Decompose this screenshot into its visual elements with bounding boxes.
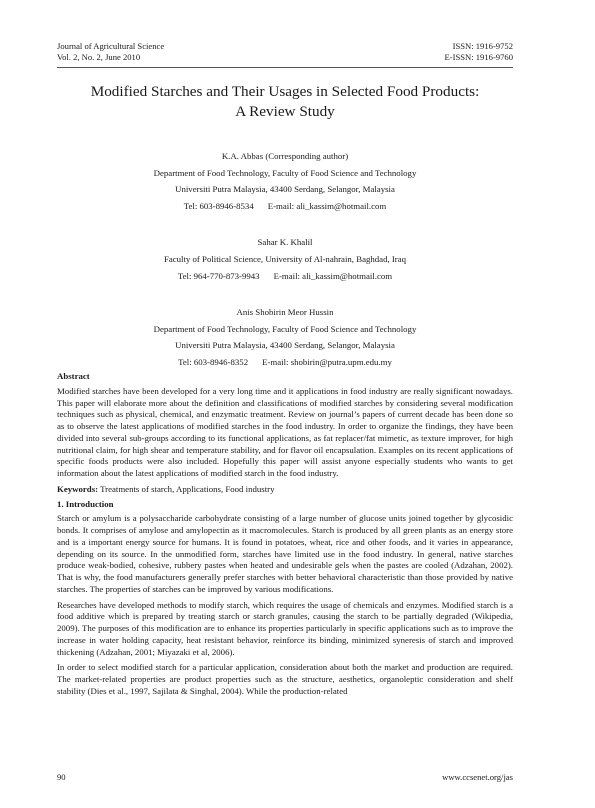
author-email[interactable]: E-mail: shobirin@putra.upm.edu.my (262, 356, 392, 367)
author-block (57, 148, 513, 371)
author-name: K.A. Abbas (Corresponding author) (221, 151, 349, 161)
section-heading-introduction: 1. Introduction (57, 498, 114, 509)
author-address: Universiti Putra Malaysia, 43400 Serdang, Selangor, Malaysia (175, 340, 395, 351)
author-name: Anis Shobirin Meor Hussin (236, 307, 334, 318)
header-rule (57, 67, 513, 68)
author-contact (57, 268, 513, 285)
running-header-left (57, 41, 164, 63)
running-header-right (444, 41, 513, 63)
author-contact (57, 198, 513, 215)
page-number: 90 (57, 772, 66, 782)
author-email[interactable]: E-mail: ali_kassim@hotmail.com (273, 270, 393, 281)
issn: ISSN: 1916-9752 (452, 41, 513, 51)
keywords (57, 484, 513, 496)
intro-paragraph-2: Researches have developed methods to modify starch, which requires the usage of chemicals and enzymes. Modified starch is a food additive which is prepared by treating starch or starch granules, causing the starch to be partially degraded (Wikipedia, 2009). The purposes of this modification are to enhance its properties particularly in specific applications such as to improve the increase in water holding capacity, heat resistant behavior, reinforce its binding, minimized syneresis of starch and improved thickening (Adzahan, 2001; Miyazaki et al, 2006). (57, 599, 513, 657)
paper-title-line-2: A Review Study (235, 103, 335, 120)
keywords-label: Keywords: (57, 483, 99, 494)
author-affiliation: Faculty of Political Science, University of Al-nahrain, Baghdad, Iraq (163, 253, 407, 264)
author-address: Universiti Putra Malaysia, 43400 Serdang, Selangor, Malaysia (175, 184, 395, 195)
author-name: Sahar K. Khalil (257, 237, 313, 248)
journal-name: Journal of Agricultural Science (57, 41, 165, 51)
paper-title-line-1: Modified Starches and Their Usages in Selected Food Products: (90, 83, 480, 100)
keywords-text: Treatments of starch, Applications, Food industry (98, 483, 275, 494)
journal-url[interactable]: www.ccsenet.org/jas (442, 772, 513, 782)
journal-volume: Vol. 2, No. 2, June 2010 (57, 52, 141, 62)
eissn: E-ISSN: 1916-9760 (444, 52, 513, 62)
author-affiliation: Department of Food Technology, Faculty of Food Science and Technology (153, 323, 417, 334)
author-tel: Tel: 603-8946-8352 (178, 356, 249, 367)
intro-paragraph-1: Starch or amylum is a polysaccharide carbohydrate consisting of a large number of glucose units joined together by glycosidic bonds. It comprises of amylose and amylopectin as it macromolecules. Starch is produced by all green plants as an energy store and is a important energy source for humans. It is found in potatoes, wheat, rice and other foods, and it varies in appearance, depending on its source. In the unmodified form, starches have limited use in the food industry. In general, native starches produce weak-bodied, cohesive, rubbery pastes when heated and undesirable gels when the pastes are cooled (Adzahan, 2002). That is why, the food manufacturers generally prefer starches with better behavioral characteristic than those provided by native starches. The properties of starches can be improved by various modifications. (57, 513, 513, 594)
author-tel: Tel: 964-770-873-9943 (177, 270, 260, 281)
paper-title (57, 82, 513, 122)
author-tel: Tel: 603-8946-8534 (183, 200, 254, 211)
author-contact (57, 354, 513, 371)
paper-body (57, 371, 513, 702)
abstract-heading: Abstract (57, 371, 90, 381)
author-email[interactable]: E-mail: ali_kassim@hotmail.com (267, 200, 387, 211)
abstract-text: Modified starches have been developed for a very long time and it applications in food industry are really significant nowadays. This paper will elaborate more about the definition and classifications of modified starches by considering several modification techniques such as physical, chemical, and enzymatic treatment. Review on journal’s papers of current decade has been done so as to observe the latest applications of modified starches in the food industry. In order to organize the findings, they have been divided into several sub-groups according to its functional applications, as fat replacer/fat mimetic, as texture improver, for high nutritional claim, for high shear and temperature stability, and for flavor oil encapsulation. Examples on its recent applications of specific foods products were also included. Hopefully this paper will assist anyone especially students who wants to get information about the latest applications of modified starch in the food industry. (57, 385, 513, 478)
author-affiliation: Department of Food Technology, Faculty of Food Science and Technology (153, 167, 417, 178)
intro-paragraph-3: In order to select modified starch for a particular application, consideration about both the market and production are required. The market-related properties are product properties such as the structure, aesthetics, organoleptic consideration and shelf stability (Dies et al., 1997, Sajilata & Singhal, 2004). While the production-related (57, 662, 513, 696)
